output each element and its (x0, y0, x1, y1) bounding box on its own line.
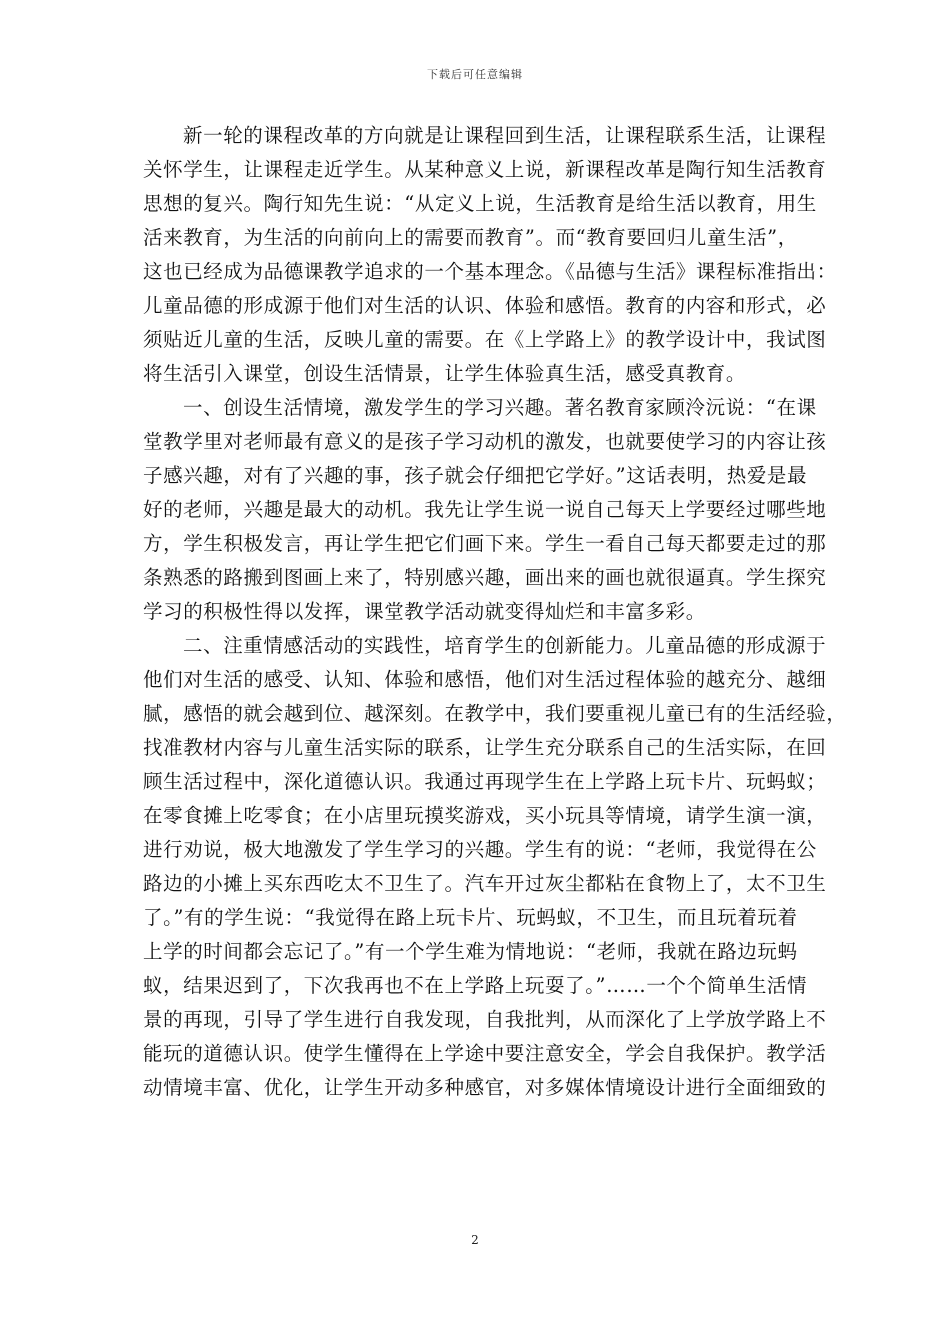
paragraph-2-line-1: 一、创设生活情境，激发学生的学习兴趣。著名教育家顾泠沅说：“在课 (183, 396, 817, 419)
paragraph-1-line-6: 儿童品德的形成源于他们对生活的认识、体验和感悟。教育的内容和形式，必 (143, 294, 827, 317)
paragraph-3-line-8: 路边的小摊上买东西吃太不卫生了。汽车开过灰尘都粘在食物上了，太不卫生 (143, 872, 827, 895)
paragraph-3-line-4: 找准教材内容与儿童生活实际的联系，让学生充分联系自己的生活实际，在回 (143, 736, 827, 759)
page-number: 2 (471, 1233, 479, 1247)
paragraph-1-line-8: 将生活引入课堂，创设生活情景，让学生体验真生活，感受真教育。 (143, 362, 747, 385)
paragraph-1-line-1: 新一轮的课程改革的方向就是让课程回到生活，让课程联系生活，让课程 (183, 124, 827, 147)
paragraph-3-line-13: 能玩的道德认识。使学生懂得在上学途中要注意安全，学会自我保护。教学活 (143, 1042, 827, 1065)
paragraph-3-line-6: 在零食摊上吃零食；在小店里玩摸奖游戏，买小玩具等情境，请学生演一演， (143, 804, 827, 827)
paragraph-1-line-4: 活来教育，为生活的向前向上的需要而教育”。而“教育要回归儿童生活”， (143, 226, 798, 249)
paragraph-1-line-7: 须贴近儿童的生活，反映儿童的需要。在《上学路上》的教学设计中，我试图 (143, 328, 827, 351)
paragraph-3-line-11: 蚁，结果迟到了，下次我再也不在上学路上玩耍了。”……一个个简单生活情 (143, 974, 808, 997)
paragraph-3-line-14: 动情境丰富、优化，让学生开动多种感官，对多媒体情境设计进行全面细致的 (143, 1076, 827, 1099)
paragraph-1-line-5: 这也已经成为品德课教学追求的一个基本理念。《品德与生活》课程标准指出： (143, 260, 837, 283)
page-header: 下载后可任意编辑 (427, 68, 523, 81)
paragraph-1-line-2: 关怀学生，让课程走近学生。从某种意义上说，新课程改革是陶行知生活教育 (143, 158, 827, 181)
paragraph-3-line-1: 二、注重情感活动的实践性，培育学生的创新能力。儿童品德的形成源于 (183, 634, 827, 657)
paragraph-3-line-3: 腻，感悟的就会越到位、越深刻。在教学中，我们要重视儿童已有的生活经验， (143, 702, 847, 725)
paragraph-3-line-2: 他们对生活的感受、认知、体验和感悟，他们对生活过程体验的越充分、越细 (143, 668, 827, 691)
paragraph-2-line-4: 好的老师，兴趣是最大的动机。我先让学生说一说自己每天上学要经过哪些地 (143, 498, 827, 521)
paragraph-3-line-5: 顾生活过程中，深化道德认识。我通过再现学生在上学路上玩卡片、玩蚂蚁； (143, 770, 827, 793)
paragraph-3-line-7: 进行劝说，极大地激发了学生学习的兴趣。学生有的说：“老师，我觉得在公 (143, 838, 817, 861)
paragraph-2-line-7: 学习的积极性得以发挥，课堂教学活动就变得灿烂和丰富多彩。 (143, 600, 706, 623)
paragraph-3-line-10: 上学的时间都会忘记了。”有一个学生难为情地说：“老师，我就在路边玩蚂 (143, 940, 798, 963)
paragraph-2-line-2: 堂教学里对老师最有意义的是孩子学习动机的激发，也就要使学习的内容让孩 (143, 430, 827, 453)
document-body (143, 119, 847, 1105)
paragraph-3-line-12: 景的再现，引导了学生进行自我发现，自我批判，从而深化了上学放学路上不 (143, 1008, 827, 1031)
paragraph-2-line-3: 子感兴趣，对有了兴趣的事，孩子就会仔细把它学好。”这话表明，热爱是最 (143, 464, 808, 487)
paragraph-2-line-5: 方，学生积极发言，再让学生把它们画下来。学生一看自己每天都要走过的那 (143, 532, 827, 555)
paragraph-1-line-3: 思想的复兴。陶行知先生说：“从定义上说，生活教育是给生活以教育，用生 (143, 192, 817, 215)
paragraph-3-line-9: 了。”有的学生说：“我觉得在路上玩卡片、玩蚂蚁，不卫生，而且玩着玩着 (143, 906, 798, 929)
paragraph-2-line-6: 条熟悉的路搬到图画上来了，特别感兴趣，画出来的画也就很逼真。学生探究 (143, 566, 827, 589)
